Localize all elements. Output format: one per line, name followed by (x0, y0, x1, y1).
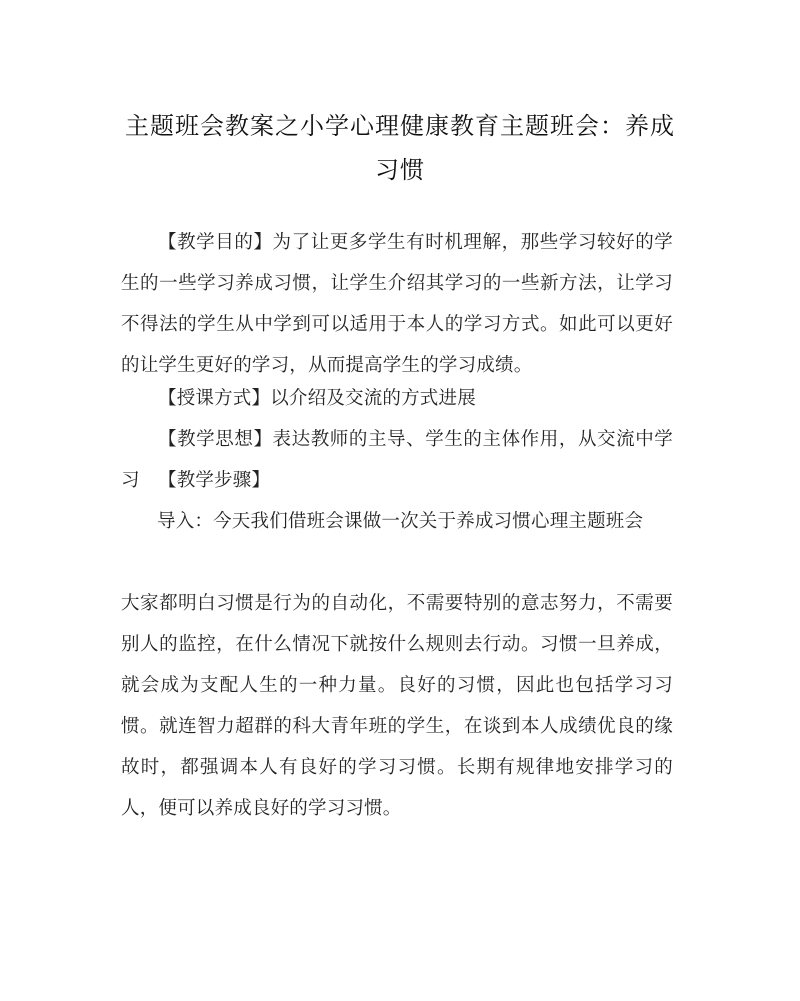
paragraph-introduction: 导入：今天我们借班会课做一次关于养成习惯心理主题班会 (157, 511, 644, 532)
paragraph-habit-explanation: 大家都明白习惯是行为的自动化，不需要特别的意志努力，不需要别人的监控，在什么情况下就按什么规则去行动。习惯一旦养成，就会成为支配人生的一种力量。良好的习惯，因此也包括学习习惯。就连智力超群的科大青年班的学生，在谈到本人成绩优良的缘故时，都强调本人有良好的学习习惯。长期有规律地安排学习的人，便可以养成良好的学习习惯。 (121, 593, 673, 819)
paragraph-teaching-purpose: 【教学目的】为了让更多学生有时机理解，那些学习较好的学生的一些学习养成习惯，让学生介绍其学习的一些新方法，让学习不得法的学生从中学到可以适用于本人的学习方式。如此可以更好的让学生更好的学习，从而提高学生的学习成绩。 (121, 232, 673, 376)
paragraph-teaching-idea: 【教学思想】表达教师的主导、学生的主体作用，从交流中学习 (121, 429, 673, 491)
paragraph-teaching-method: 【授课方式】以介绍及交流的方式进展 (158, 388, 476, 409)
paragraph-teaching-steps: 【教学步骤】 (158, 470, 271, 491)
document-title: 主题班会教案之小学心理健康教育主题班会：养成习惯 (125, 112, 675, 184)
